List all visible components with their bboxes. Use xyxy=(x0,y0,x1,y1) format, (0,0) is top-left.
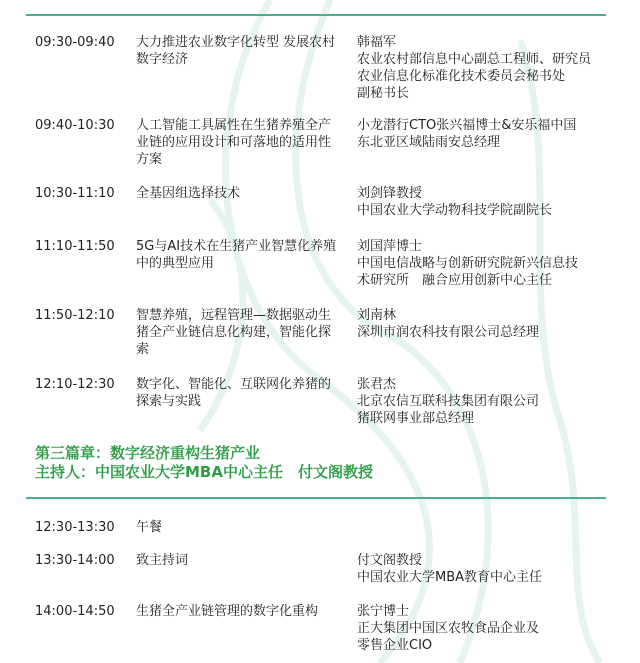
speaker-title: 中国电信战略与创新研究院新兴信息技 xyxy=(357,256,579,271)
chapter-host: 主持人：中国农业大学MBA中心主任 付文阁教授 xyxy=(35,463,373,481)
speaker-title: 中国农业大学动物科技学院副院长 xyxy=(357,203,553,218)
speaker-name: 付文阁教授 xyxy=(357,553,423,568)
speaker-title: 深圳市润农科技有限公司总经理 xyxy=(357,325,540,340)
speaker-name: 张宁博士 xyxy=(357,604,410,619)
speaker-title: 农业农村部信息中心副总工程师、研究员 xyxy=(357,52,592,67)
session-time: 11:10-11:50 xyxy=(35,239,115,254)
chapter-heading xyxy=(35,444,595,482)
speaker-name: 刘剑锋教授 xyxy=(357,186,423,201)
session-speaker xyxy=(357,34,607,102)
session-speaker xyxy=(357,376,607,427)
session-time: 14:00-14:50 xyxy=(35,604,115,619)
session-speaker xyxy=(357,307,607,341)
session-topic: 大力推进农业数字化转型 发展农村数字经济 xyxy=(136,35,336,67)
session-topic: 5G与AI技术在生猪产业智慧化养殖中的典型应用 xyxy=(136,239,337,271)
session-time: 12:10-12:30 xyxy=(35,377,115,392)
session-time: 09:30-09:40 xyxy=(35,35,115,50)
session-topic: 数字化、智能化、互联网化养猪的探索与实践 xyxy=(136,377,332,409)
session-topic: 人工智能工具属性在生猪养殖全产业链的应用设计和可落地的适用性方案 xyxy=(136,118,332,167)
speaker-title: 正大集团中国区农牧食品企业及 xyxy=(357,621,540,636)
speaker-title: 零售企业CIO xyxy=(357,638,433,653)
session-topic: 全基因组选择技术 xyxy=(136,186,241,201)
session-topic: 智慧养殖，远程管理—数据驱动生猪全产业链信息化构建，智能化探索 xyxy=(136,308,332,357)
chapter-title: 第三篇章：数字经济重构生猪产业 xyxy=(35,444,261,462)
session-topic: 致主持词 xyxy=(136,553,189,568)
session-time: 13:30-14:00 xyxy=(35,553,115,568)
speaker-title: 东北亚区域陆雨安总经理 xyxy=(357,135,501,150)
top-divider xyxy=(26,14,606,16)
speaker-name: 刘南林 xyxy=(357,308,397,323)
speaker-name: 刘国萍博士 xyxy=(357,239,423,254)
speaker-title: 中国农业大学MBA教育中心主任 xyxy=(357,570,543,585)
session-speaker xyxy=(357,238,607,289)
speaker-title: 术研究所 融合应用创新中心主任 xyxy=(357,273,553,288)
chapter-divider xyxy=(26,497,606,499)
speaker-title: 副秘书长 xyxy=(357,86,410,101)
session-topic: 午餐 xyxy=(136,520,163,535)
speaker-name: 张君杰 xyxy=(357,377,397,392)
session-time: 11:50-12:10 xyxy=(35,308,115,323)
session-time: 12:30-13:30 xyxy=(35,520,115,535)
session-topic: 生猪全产业链管理的数字化重构 xyxy=(136,604,319,619)
speaker-title: 北京农信互联科技集团有限公司 xyxy=(357,394,540,409)
session-speaker xyxy=(357,552,607,586)
session-speaker xyxy=(357,603,607,654)
speaker-name: 韩福军 xyxy=(357,35,397,50)
speaker-title: 猪联网事业部总经理 xyxy=(357,411,475,426)
speaker-title: 农业信息化标准化技术委员会秘书处 xyxy=(357,69,566,84)
session-speaker xyxy=(357,117,607,151)
speaker-name: 小龙潜行CTO张兴福博士&安乐福中国 xyxy=(357,118,577,133)
session-time: 09:40-10:30 xyxy=(35,118,115,133)
session-time: 10:30-11:10 xyxy=(35,186,115,201)
session-speaker xyxy=(357,185,607,219)
